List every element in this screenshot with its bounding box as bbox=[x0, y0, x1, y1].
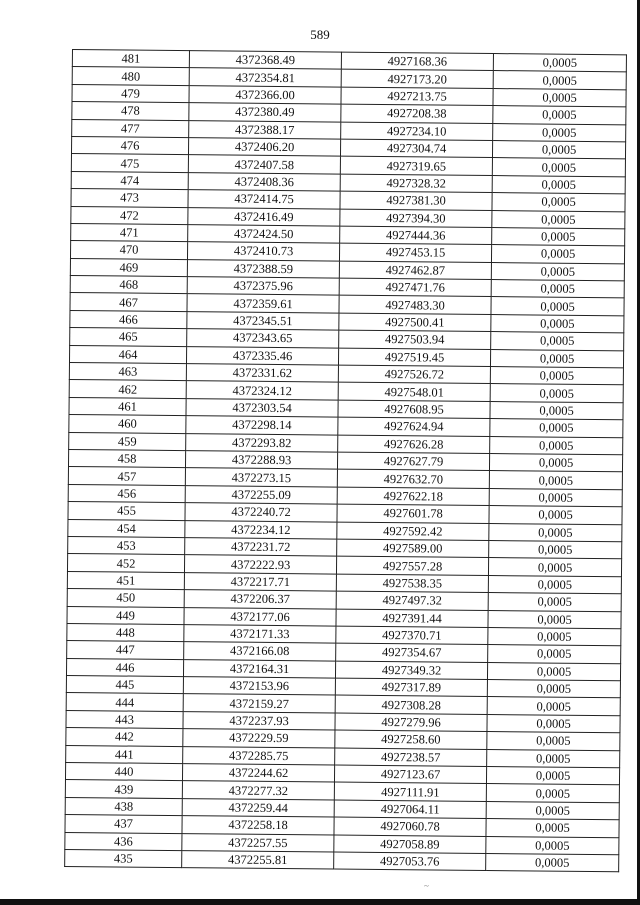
table-wrapper bbox=[64, 49, 612, 873]
x-coordinate-cell: 4372222.93 bbox=[184, 555, 336, 574]
accuracy-cell: 0,0005 bbox=[493, 123, 626, 142]
point-number-cell: 449 bbox=[67, 606, 184, 625]
accuracy-cell: 0,0005 bbox=[492, 175, 625, 194]
y-coordinate-cell: 4927589.00 bbox=[337, 539, 489, 558]
point-number-cell: 435 bbox=[65, 849, 182, 868]
x-coordinate-cell: 4372410.73 bbox=[187, 242, 339, 261]
x-coordinate-cell: 4372288.93 bbox=[185, 451, 337, 470]
point-number-cell: 477 bbox=[72, 119, 189, 138]
point-number-cell: 469 bbox=[70, 258, 187, 277]
x-coordinate-cell: 4372240.72 bbox=[185, 503, 337, 522]
accuracy-cell: 0,0005 bbox=[491, 297, 624, 316]
x-coordinate-cell: 4372324.12 bbox=[186, 381, 338, 400]
point-number-cell: 479 bbox=[72, 84, 189, 103]
point-number-cell: 440 bbox=[65, 762, 182, 781]
point-number-cell: 444 bbox=[66, 693, 183, 712]
y-coordinate-cell: 4927453.15 bbox=[339, 243, 491, 262]
x-coordinate-cell: 4372407.58 bbox=[188, 155, 340, 174]
y-coordinate-cell: 4927238.57 bbox=[335, 748, 487, 767]
x-coordinate-cell: 4372166.08 bbox=[184, 642, 336, 661]
point-number-cell: 437 bbox=[65, 815, 182, 834]
point-number-cell: 442 bbox=[66, 728, 183, 747]
accuracy-cell: 0,0005 bbox=[489, 506, 622, 525]
y-coordinate-cell: 4927058.89 bbox=[334, 835, 486, 854]
accuracy-cell: 0,0005 bbox=[488, 593, 621, 612]
point-number-cell: 462 bbox=[69, 380, 186, 399]
y-coordinate-cell: 4927060.78 bbox=[334, 817, 486, 836]
accuracy-cell: 0,0005 bbox=[487, 749, 620, 768]
point-number-cell: 456 bbox=[68, 484, 185, 503]
accuracy-cell: 0,0005 bbox=[491, 245, 624, 264]
x-coordinate-cell: 4372380.49 bbox=[189, 103, 341, 122]
accuracy-cell: 0,0005 bbox=[486, 819, 619, 838]
accuracy-cell: 0,0005 bbox=[491, 280, 624, 299]
y-coordinate-cell: 4927349.32 bbox=[335, 661, 487, 680]
y-coordinate-cell: 4927622.18 bbox=[337, 487, 489, 506]
scan-edge-bottom bbox=[0, 899, 640, 905]
point-number-cell: 473 bbox=[71, 189, 188, 208]
accuracy-cell: 0,0005 bbox=[487, 662, 620, 681]
point-number-cell: 436 bbox=[65, 832, 182, 851]
x-coordinate-cell: 4372303.54 bbox=[186, 398, 338, 417]
point-number-cell: 452 bbox=[67, 554, 184, 573]
y-coordinate-cell: 4927391.44 bbox=[336, 609, 488, 628]
point-number-cell: 459 bbox=[69, 432, 186, 451]
y-coordinate-cell: 4927381.30 bbox=[340, 191, 492, 210]
point-number-cell: 441 bbox=[66, 745, 183, 764]
x-coordinate-cell: 4372234.12 bbox=[185, 520, 337, 539]
x-coordinate-cell: 4372416.49 bbox=[188, 207, 340, 226]
y-coordinate-cell: 4927624.94 bbox=[338, 417, 490, 436]
x-coordinate-cell: 4372335.46 bbox=[186, 346, 338, 365]
y-coordinate-cell: 4927538.35 bbox=[336, 574, 488, 593]
accuracy-cell: 0,0005 bbox=[488, 610, 621, 629]
y-coordinate-cell: 4927548.01 bbox=[338, 382, 490, 401]
y-coordinate-cell: 4927111.91 bbox=[334, 782, 486, 801]
x-coordinate-cell: 4372368.49 bbox=[189, 51, 341, 70]
point-number-cell: 476 bbox=[71, 136, 188, 155]
point-number-cell: 448 bbox=[67, 623, 184, 642]
point-number-cell: 470 bbox=[70, 241, 187, 260]
accuracy-cell: 0,0005 bbox=[486, 767, 619, 786]
x-coordinate-cell: 4372298.14 bbox=[186, 416, 338, 435]
accuracy-cell: 0,0005 bbox=[490, 384, 623, 403]
y-coordinate-cell: 4927053.76 bbox=[334, 852, 486, 871]
point-number-cell: 439 bbox=[65, 780, 182, 799]
y-coordinate-cell: 4927317.89 bbox=[335, 678, 487, 697]
x-coordinate-cell: 4372345.51 bbox=[187, 311, 339, 330]
point-number-cell: 458 bbox=[68, 449, 185, 468]
accuracy-cell: 0,0005 bbox=[492, 227, 625, 246]
point-number-cell: 443 bbox=[66, 710, 183, 729]
point-number-cell: 480 bbox=[72, 67, 189, 86]
accuracy-cell: 0,0005 bbox=[489, 454, 622, 473]
y-coordinate-cell: 4927234.10 bbox=[341, 122, 493, 141]
point-number-cell: 481 bbox=[72, 50, 189, 69]
x-coordinate-cell: 4372206.37 bbox=[184, 590, 336, 609]
x-coordinate-cell: 4372231.72 bbox=[185, 538, 337, 557]
x-coordinate-cell: 4372259.44 bbox=[182, 798, 334, 817]
accuracy-cell: 0,0005 bbox=[490, 419, 623, 438]
point-number-cell: 446 bbox=[66, 658, 183, 677]
x-coordinate-cell: 4372366.00 bbox=[189, 85, 341, 104]
accuracy-cell: 0,0005 bbox=[487, 697, 620, 716]
x-coordinate-cell: 4372331.62 bbox=[186, 364, 338, 383]
accuracy-cell: 0,0005 bbox=[488, 575, 621, 594]
footer-mark: ~ bbox=[424, 881, 429, 891]
y-coordinate-cell: 4927503.94 bbox=[339, 330, 491, 349]
x-coordinate-cell: 4372277.32 bbox=[182, 781, 334, 800]
y-coordinate-cell: 4927592.42 bbox=[337, 522, 489, 541]
x-coordinate-cell: 4372257.55 bbox=[182, 833, 334, 852]
x-coordinate-cell: 4372273.15 bbox=[185, 468, 337, 487]
x-coordinate-cell: 4372388.59 bbox=[187, 259, 339, 278]
accuracy-cell: 0,0005 bbox=[491, 314, 624, 333]
accuracy-cell: 0,0005 bbox=[493, 106, 626, 125]
y-coordinate-cell: 4927173.20 bbox=[341, 69, 493, 88]
x-coordinate-cell: 4372408.36 bbox=[188, 172, 340, 191]
x-coordinate-cell: 4372237.93 bbox=[183, 711, 335, 730]
point-number-cell: 447 bbox=[67, 641, 184, 660]
y-coordinate-cell: 4927557.28 bbox=[336, 556, 488, 575]
accuracy-cell: 0,0005 bbox=[488, 645, 621, 664]
accuracy-cell: 0,0005 bbox=[492, 210, 625, 229]
y-coordinate-cell: 4927279.96 bbox=[335, 713, 487, 732]
y-coordinate-cell: 4927394.30 bbox=[340, 209, 492, 228]
y-coordinate-cell: 4927526.72 bbox=[338, 365, 490, 384]
y-coordinate-cell: 4927328.32 bbox=[340, 174, 492, 193]
y-coordinate-cell: 4927601.78 bbox=[337, 504, 489, 523]
y-coordinate-cell: 4927258.60 bbox=[335, 730, 487, 749]
y-coordinate-cell: 4927319.65 bbox=[340, 156, 492, 175]
x-coordinate-cell: 4372354.81 bbox=[189, 68, 341, 87]
point-number-cell: 455 bbox=[68, 502, 185, 521]
point-number-cell: 466 bbox=[70, 310, 187, 329]
x-coordinate-cell: 4372171.33 bbox=[184, 624, 336, 643]
accuracy-cell: 0,0005 bbox=[491, 262, 624, 281]
point-number-cell: 478 bbox=[72, 102, 189, 121]
point-number-cell: 464 bbox=[69, 345, 186, 364]
accuracy-cell: 0,0005 bbox=[489, 540, 622, 559]
x-coordinate-cell: 4372229.59 bbox=[183, 729, 335, 748]
x-coordinate-cell: 4372153.96 bbox=[183, 677, 335, 696]
accuracy-cell: 0,0005 bbox=[487, 714, 620, 733]
point-number-cell: 445 bbox=[66, 676, 183, 695]
point-number-cell: 465 bbox=[70, 328, 187, 347]
y-coordinate-cell: 4927626.28 bbox=[338, 435, 490, 454]
accuracy-cell: 0,0005 bbox=[492, 158, 625, 177]
page-number: 589 bbox=[310, 27, 330, 42]
y-coordinate-cell: 4927168.36 bbox=[341, 52, 493, 71]
x-coordinate-cell: 4372359.61 bbox=[187, 294, 339, 313]
x-coordinate-cell: 4372258.18 bbox=[182, 816, 334, 835]
x-coordinate-cell: 4372255.09 bbox=[185, 485, 337, 504]
accuracy-cell: 0,0005 bbox=[486, 784, 619, 803]
x-coordinate-cell: 4372285.75 bbox=[183, 746, 335, 765]
x-coordinate-cell: 4372343.65 bbox=[187, 329, 339, 348]
point-number-cell: 471 bbox=[71, 223, 188, 242]
accuracy-cell: 0,0005 bbox=[493, 54, 626, 73]
y-coordinate-cell: 4927064.11 bbox=[334, 800, 486, 819]
x-coordinate-cell: 4372217.71 bbox=[184, 572, 336, 591]
accuracy-cell: 0,0005 bbox=[488, 627, 621, 646]
point-number-cell: 475 bbox=[71, 154, 188, 173]
point-number-cell: 460 bbox=[69, 415, 186, 434]
x-coordinate-cell: 4372293.82 bbox=[186, 433, 338, 452]
accuracy-cell: 0,0005 bbox=[492, 193, 625, 212]
x-coordinate-cell: 4372388.17 bbox=[189, 120, 341, 139]
accuracy-cell: 0,0005 bbox=[491, 332, 624, 351]
x-coordinate-cell: 4372255.81 bbox=[182, 851, 334, 870]
x-coordinate-cell: 4372244.62 bbox=[182, 764, 334, 783]
point-number-cell: 461 bbox=[69, 397, 186, 416]
point-number-cell: 463 bbox=[69, 363, 186, 382]
accuracy-cell: 0,0005 bbox=[489, 471, 622, 490]
y-coordinate-cell: 4927462.87 bbox=[339, 261, 491, 280]
accuracy-cell: 0,0005 bbox=[493, 88, 626, 107]
point-number-cell: 453 bbox=[68, 536, 185, 555]
x-coordinate-cell: 4372159.27 bbox=[183, 694, 335, 713]
accuracy-cell: 0,0005 bbox=[487, 732, 620, 751]
accuracy-cell: 0,0005 bbox=[486, 836, 619, 855]
x-coordinate-cell: 4372414.75 bbox=[188, 190, 340, 209]
accuracy-cell: 0,0005 bbox=[489, 523, 622, 542]
point-number-cell: 454 bbox=[68, 519, 185, 538]
accuracy-cell: 0,0005 bbox=[490, 349, 623, 368]
y-coordinate-cell: 4927208.38 bbox=[341, 104, 493, 123]
point-number-cell: 457 bbox=[68, 467, 185, 486]
coordinates-table bbox=[64, 49, 627, 873]
x-coordinate-cell: 4372164.31 bbox=[183, 659, 335, 678]
accuracy-cell: 0,0005 bbox=[488, 558, 621, 577]
y-coordinate-cell: 4927483.30 bbox=[339, 296, 491, 315]
y-coordinate-cell: 4927354.67 bbox=[336, 643, 488, 662]
y-coordinate-cell: 4927497.32 bbox=[336, 591, 488, 610]
accuracy-cell: 0,0005 bbox=[490, 401, 623, 420]
accuracy-cell: 0,0005 bbox=[490, 436, 623, 455]
accuracy-cell: 0,0005 bbox=[492, 140, 625, 159]
y-coordinate-cell: 4927444.36 bbox=[340, 226, 492, 245]
y-coordinate-cell: 4927213.75 bbox=[341, 87, 493, 106]
point-number-cell: 474 bbox=[71, 171, 188, 190]
y-coordinate-cell: 4927627.79 bbox=[337, 452, 489, 471]
accuracy-cell: 0,0005 bbox=[489, 488, 622, 507]
x-coordinate-cell: 4372406.20 bbox=[188, 138, 340, 157]
point-number-cell: 472 bbox=[71, 206, 188, 225]
y-coordinate-cell: 4927308.28 bbox=[335, 696, 487, 715]
y-coordinate-cell: 4927608.95 bbox=[338, 400, 490, 419]
point-number-cell: 467 bbox=[70, 293, 187, 312]
table-body bbox=[65, 50, 627, 873]
y-coordinate-cell: 4927519.45 bbox=[338, 348, 490, 367]
point-number-cell: 438 bbox=[65, 797, 182, 816]
accuracy-cell: 0,0005 bbox=[486, 853, 619, 872]
accuracy-cell: 0,0005 bbox=[493, 71, 626, 90]
y-coordinate-cell: 4927471.76 bbox=[339, 278, 491, 297]
point-number-cell: 468 bbox=[70, 276, 187, 295]
x-coordinate-cell: 4372375.96 bbox=[187, 277, 339, 296]
y-coordinate-cell: 4927370.71 bbox=[336, 626, 488, 645]
x-coordinate-cell: 4372177.06 bbox=[184, 607, 336, 626]
point-number-cell: 450 bbox=[67, 589, 184, 608]
y-coordinate-cell: 4927304.74 bbox=[340, 139, 492, 158]
point-number-cell: 451 bbox=[67, 571, 184, 590]
y-coordinate-cell: 4927632.70 bbox=[337, 469, 489, 488]
accuracy-cell: 0,0005 bbox=[490, 367, 623, 386]
accuracy-cell: 0,0005 bbox=[486, 801, 619, 820]
accuracy-cell: 0,0005 bbox=[487, 680, 620, 699]
y-coordinate-cell: 4927500.41 bbox=[339, 313, 491, 332]
y-coordinate-cell: 4927123.67 bbox=[334, 765, 486, 784]
x-coordinate-cell: 4372424.50 bbox=[188, 225, 340, 244]
